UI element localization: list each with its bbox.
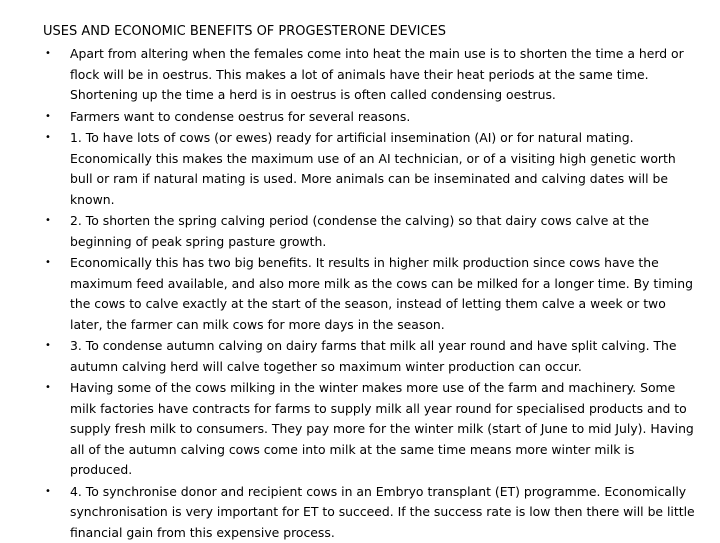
list-item [43, 44, 696, 106]
list-item-text: 1. To have lots of cows (or ewes) ready for artificial insemination (AI) or for natural mating. Economically this makes the maximum use of an AI technician, or of a visiting high genetic worth bull or ram if natural mating is used. More animals can be inseminated and calving dates will be known. [70, 130, 676, 207]
bullet-icon: • [45, 482, 51, 503]
list-item [43, 128, 696, 210]
bullet-icon: • [45, 253, 51, 274]
list-item [43, 482, 696, 543]
list-item-text: 3. To condense autumn calving on dairy farms that milk all year round and have split calving. The autumn calving herd will calve together so maximum winter production can occur. [70, 338, 677, 374]
bullet-list [43, 44, 696, 543]
list-item-text: 2. To shorten the spring calving period (condense the calving) so that dairy cows calve at the beginning of peak spring pasture growth. [70, 213, 649, 249]
bullet-icon: • [45, 107, 51, 128]
list-item [43, 211, 696, 252]
list-item [43, 107, 696, 128]
bullet-icon: • [45, 44, 51, 65]
list-item-text: 4. To synchronise donor and recipient cows in an Embryo transplant (ET) programme. Economically synchronisation is very important for ET to succeed. If the success rate is low then there will be little financial gain from this expensive process. [70, 484, 695, 540]
list-item-text: Having some of the cows milking in the winter makes more use of the farm and machinery. Some milk factories have contracts for farms to supply milk all year round for specialised products and to supply fresh milk to consumers. They pay more for the winter milk (start of June to mid July). Having all of the autumn calving cows come into milk at the same time means more winter milk is produced. [70, 380, 694, 477]
list-item [43, 378, 696, 481]
bullet-icon: • [45, 128, 51, 149]
list-item-text: Economically this has two big benefits. It results in higher milk production since cows have the maximum feed available, and also more milk as the cows can be milked for a longer time. By timing the cows to calve exactly at the start of the season, instead of letting them calve a week or two later, the farmer can milk cows for more days in the season. [70, 255, 693, 332]
bullet-icon: • [45, 378, 51, 399]
bullet-icon: • [45, 211, 51, 232]
list-item-text: Apart from altering when the females come into heat the main use is to shorten the time a herd or flock will be in oestrus. This makes a lot of animals have their heat periods at the same time. Shortening up the time a herd is in oestrus is often called condensing oestrus. [70, 46, 684, 102]
document-title: USES AND ECONOMIC BENEFITS OF PROGESTERONE DEVICES [43, 23, 696, 40]
bullet-icon: • [45, 336, 51, 357]
list-item-text: Farmers want to condense oestrus for several reasons. [70, 109, 410, 124]
list-item [43, 253, 696, 335]
list-item [43, 336, 696, 377]
